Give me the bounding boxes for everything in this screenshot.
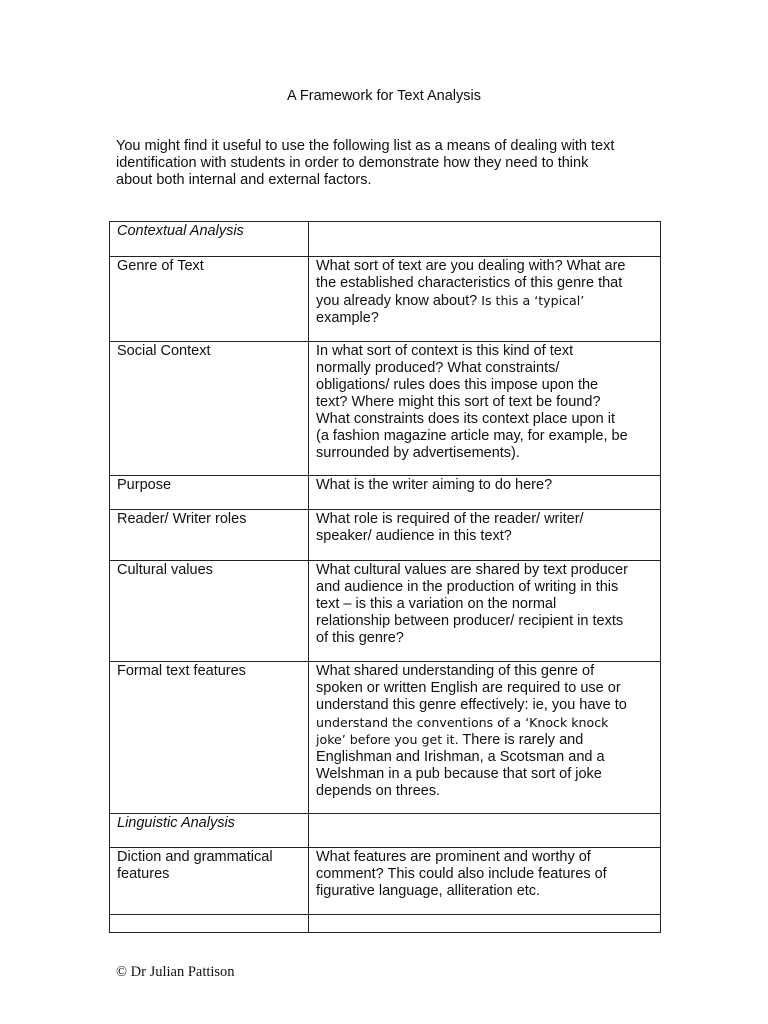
- description-line: figurative language, alliteration etc.: [316, 883, 541, 899]
- table-row-reader-writer-roles: [110, 510, 661, 561]
- row-description-purpose: [309, 476, 661, 510]
- row-label-formal-text-features: [110, 662, 309, 814]
- description-line: comment? This could also include features of: [316, 866, 607, 882]
- description-line-alt-font: understand the conventions of a ‘Knock knock: [316, 715, 609, 730]
- description-line: relationship between producer/ recipient in texts: [316, 613, 624, 629]
- intro-paragraph: [116, 138, 664, 189]
- row-label: Formal text features: [117, 663, 246, 679]
- intro-line: identification with students in order to demonstrate how they need to think: [116, 155, 589, 171]
- description-text: There is rarely and: [458, 732, 584, 748]
- description-line: speaker/ audience in this text?: [316, 528, 512, 544]
- empty-cell: [110, 915, 309, 933]
- row-description-genre-of-text: [309, 257, 661, 342]
- row-label-genre-of-text: [110, 257, 309, 342]
- intro-line: about both internal and external factors.: [116, 172, 372, 188]
- description-text-alt-font: joke’ before you get it.: [316, 732, 459, 747]
- section-heading-linguistic-analysis: [110, 814, 309, 848]
- description-line: Englishman and Irishman, a Scotsman and a: [316, 749, 605, 765]
- description-line: What is the writer aiming to do here?: [316, 477, 553, 493]
- row-label: features: [117, 866, 170, 882]
- section-heading-contextual-analysis: [110, 222, 309, 257]
- row-label: Reader/ Writer roles: [117, 511, 247, 527]
- empty-cell: [309, 222, 661, 257]
- row-label: Cultural values: [117, 562, 213, 578]
- description-line: and audience in the production of writing in this: [316, 579, 619, 595]
- description-line: text – is this a variation on the normal: [316, 596, 557, 612]
- description-line: What constraints does its context place upon it: [316, 411, 616, 427]
- description-line: Welshman in a pub because that sort of joke: [316, 766, 602, 782]
- description-line: What sort of text are you dealing with? What are: [316, 258, 626, 274]
- table-row-empty: [110, 915, 661, 933]
- section-heading-label: Contextual Analysis: [117, 223, 244, 239]
- row-label: Social Context: [117, 343, 211, 359]
- row-description-formal-text-features: [309, 662, 661, 814]
- page-title: A Framework for Text Analysis: [287, 88, 481, 104]
- table-row-contextual-analysis: [110, 222, 661, 257]
- description-line: of this genre?: [316, 630, 404, 646]
- description-line: surrounded by advertisements).: [316, 445, 520, 461]
- description-line: What features are prominent and worthy of: [316, 849, 591, 865]
- row-label: Genre of Text: [117, 258, 204, 274]
- row-label-social-context: [110, 342, 309, 476]
- row-label-purpose: [110, 476, 309, 510]
- description-line: obligations/ rules does this impose upon the: [316, 377, 599, 393]
- table-row-formal-text-features: [110, 662, 661, 814]
- description-line: understand this genre effectively: ie, you have to: [316, 697, 627, 713]
- framework-table: [109, 221, 661, 933]
- table-row-cultural-values: [110, 561, 661, 662]
- description-line: the established characteristics of this genre that: [316, 275, 623, 291]
- row-label-cultural-values: [110, 561, 309, 662]
- description-line: [316, 731, 654, 749]
- description-line: What role is required of the reader/ writer/: [316, 511, 584, 527]
- table-row-diction-and-grammatical-features: [110, 848, 661, 915]
- table-row-linguistic-analysis: [110, 814, 661, 848]
- table-row-purpose: [110, 476, 661, 510]
- description-line: text? Where might this sort of text be found?: [316, 394, 601, 410]
- description-line: In what sort of context is this kind of text: [316, 343, 574, 359]
- description-line: What cultural values are shared by text producer: [316, 562, 628, 578]
- row-description-social-context: [309, 342, 661, 476]
- description-text-alt-font: Is this a ‘typical’: [477, 293, 585, 308]
- row-label: Diction and grammatical: [117, 849, 273, 865]
- description-line: [316, 292, 654, 310]
- description-line: normally produced? What constraints/: [316, 360, 560, 376]
- row-label: Purpose: [117, 477, 172, 493]
- copyright-footer: © Dr Julian Pattison: [116, 964, 235, 980]
- row-description-diction-and-grammatical-features: [309, 848, 661, 915]
- row-description-reader-writer-roles: [309, 510, 661, 561]
- description-line: example?: [316, 310, 379, 326]
- description-line: depends on threes.: [316, 783, 441, 799]
- row-label-reader-writer-roles: [110, 510, 309, 561]
- empty-cell: [309, 915, 661, 933]
- row-description-cultural-values: [309, 561, 661, 662]
- empty-cell: [309, 814, 661, 848]
- table-row-social-context: [110, 342, 661, 476]
- row-label-diction-and-grammatical-features: [110, 848, 309, 915]
- description-line: spoken or written English are required to use or: [316, 680, 621, 696]
- description-line: (a fashion magazine article may, for example, be: [316, 428, 628, 444]
- intro-line: You might find it useful to use the following list as a means of dealing with text: [116, 138, 615, 154]
- description-line: What shared understanding of this genre of: [316, 663, 595, 679]
- section-heading-label: Linguistic Analysis: [117, 815, 235, 831]
- table-row-genre-of-text: [110, 257, 661, 342]
- description-text: you already know about?: [316, 293, 478, 309]
